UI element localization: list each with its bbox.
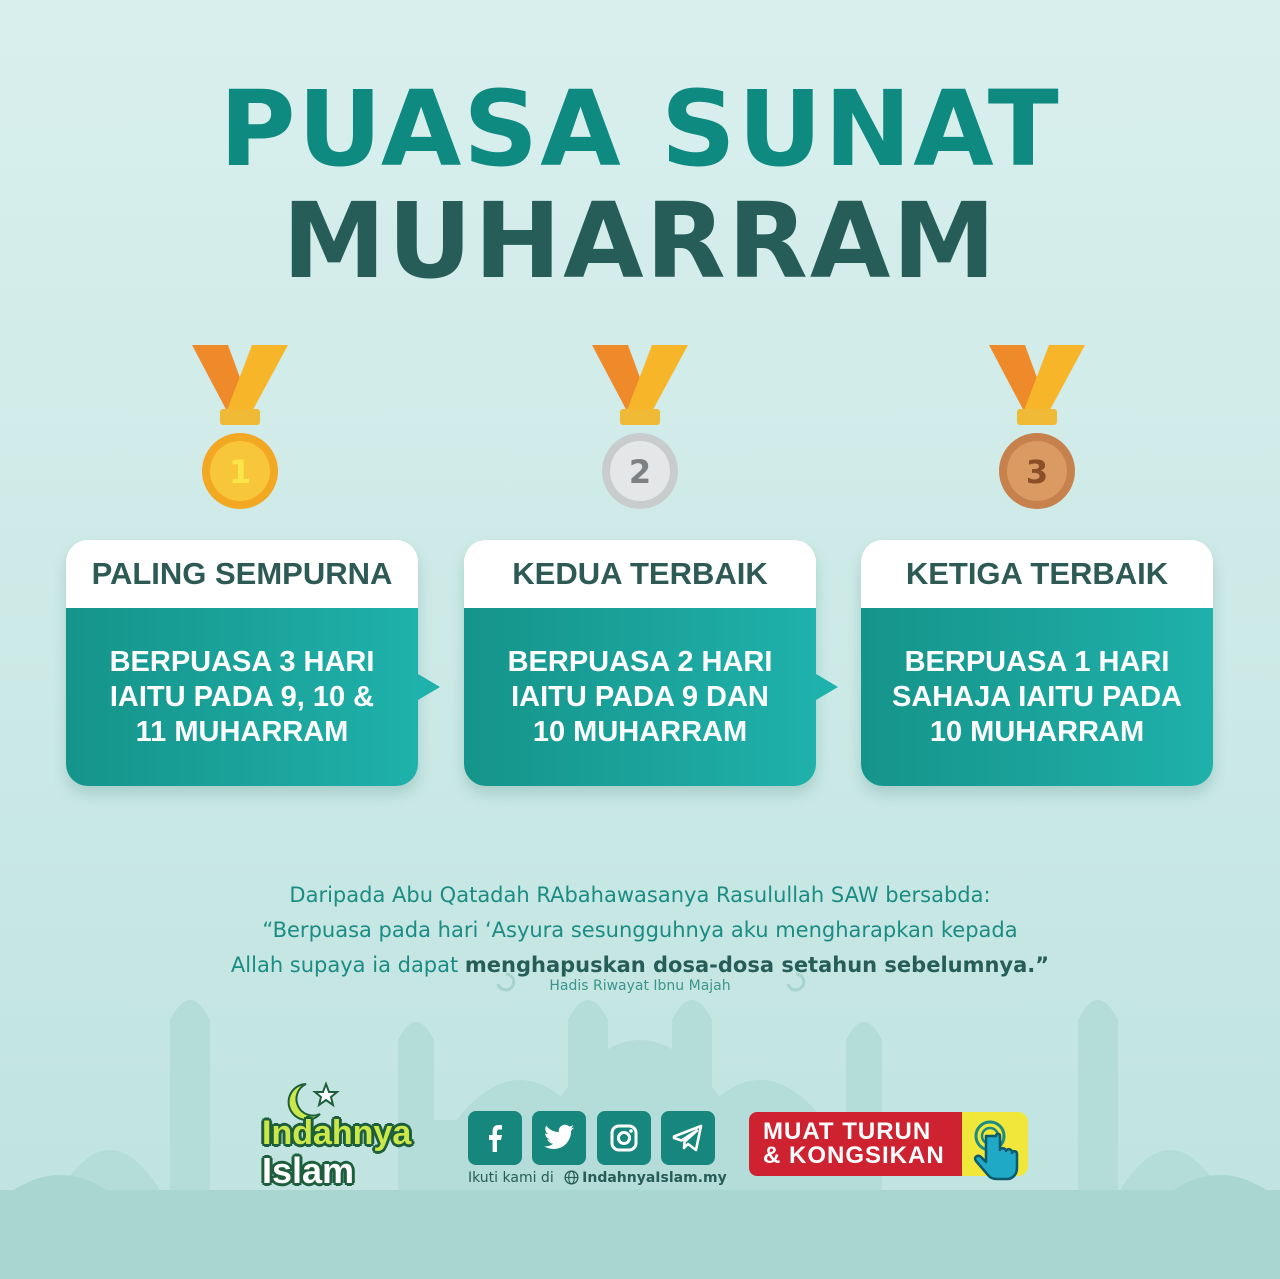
twitter-icon[interactable] [532,1111,586,1165]
card-heading: PALING SEMPURNA [66,540,418,608]
card-line: BERPUASA 3 HARI [109,645,375,678]
follow-label: Ikuti kami di [468,1170,554,1186]
medal-number: 3 [1025,453,1049,491]
quote-line-3-bold: menghapuskan dosa-dosa setahun sebelumnya.” [464,953,1050,977]
quote-line-1: Daripada Abu Qatadah RAbahawasanya Rasulullah SAW bersabda: [289,883,991,907]
card-body [861,608,1213,786]
card-line: 11 MUHARRAM [135,715,349,748]
title-line-2: MUHARRAM [282,180,998,302]
cta-line-2: & KONGSIKAN [763,1142,945,1169]
card-line: IAITU PADA 9, 10 & [109,680,375,713]
gold-medal-icon [190,345,290,510]
card-heading: KETIGA TERBAIK [861,540,1213,608]
card-heading: KEDUA TERBAIK [464,540,816,608]
facebook-icon[interactable] [468,1111,522,1165]
card-ketiga-terbaik [861,540,1213,786]
hadith-quote [0,878,1280,983]
follow-us [468,1170,727,1186]
cta-line-1: MUAT TURUN [763,1118,932,1145]
card-arrow-icon [418,674,440,700]
logo-text-indahnya: Indahnya [262,1114,412,1152]
card-arrow-icon [816,674,838,700]
card-paling-sempurna [66,540,418,786]
card-kedua-terbaik [464,540,816,786]
quote-line-3-normal: Allah supaya ia dapat [230,953,465,977]
logo-text-islam: Islam [262,1150,355,1191]
card-body [464,608,816,786]
card-body [66,608,418,786]
download-share-button[interactable] [749,1112,969,1176]
quote-line-2: “Berpuasa pada hari ‘Asyura sesungguhnya aku mengharapkan kepada [262,918,1018,942]
medal-number: 2 [628,453,652,491]
indahnya-islam-logo[interactable] [262,1078,438,1190]
card-line: 10 MUHARRAM [532,715,748,748]
website-link[interactable]: IndahnyaIslam.my [582,1170,727,1186]
card-line: BERPUASA 2 HARI [507,645,773,678]
card-line: BERPUASA 1 HARI [904,645,1170,678]
medal-number: 1 [228,453,252,491]
hand-pointer-icon [968,1114,1034,1194]
card-line: 10 MUHARRAM [929,715,1145,748]
hadith-source: Hadis Riwayat Ibnu Majah [549,978,731,994]
globe-icon [564,1170,579,1185]
silver-medal-icon [590,345,690,510]
title-line-1: PUASA SUNAT [219,68,1061,190]
telegram-icon[interactable] [661,1111,715,1165]
instagram-icon[interactable] [597,1111,651,1165]
card-line: IAITU PADA 9 DAN [511,680,769,713]
bronze-medal-icon [987,345,1087,510]
card-line: SAHAJA IAITU PADA [891,680,1182,713]
cta-tap-area[interactable] [962,1112,1028,1176]
